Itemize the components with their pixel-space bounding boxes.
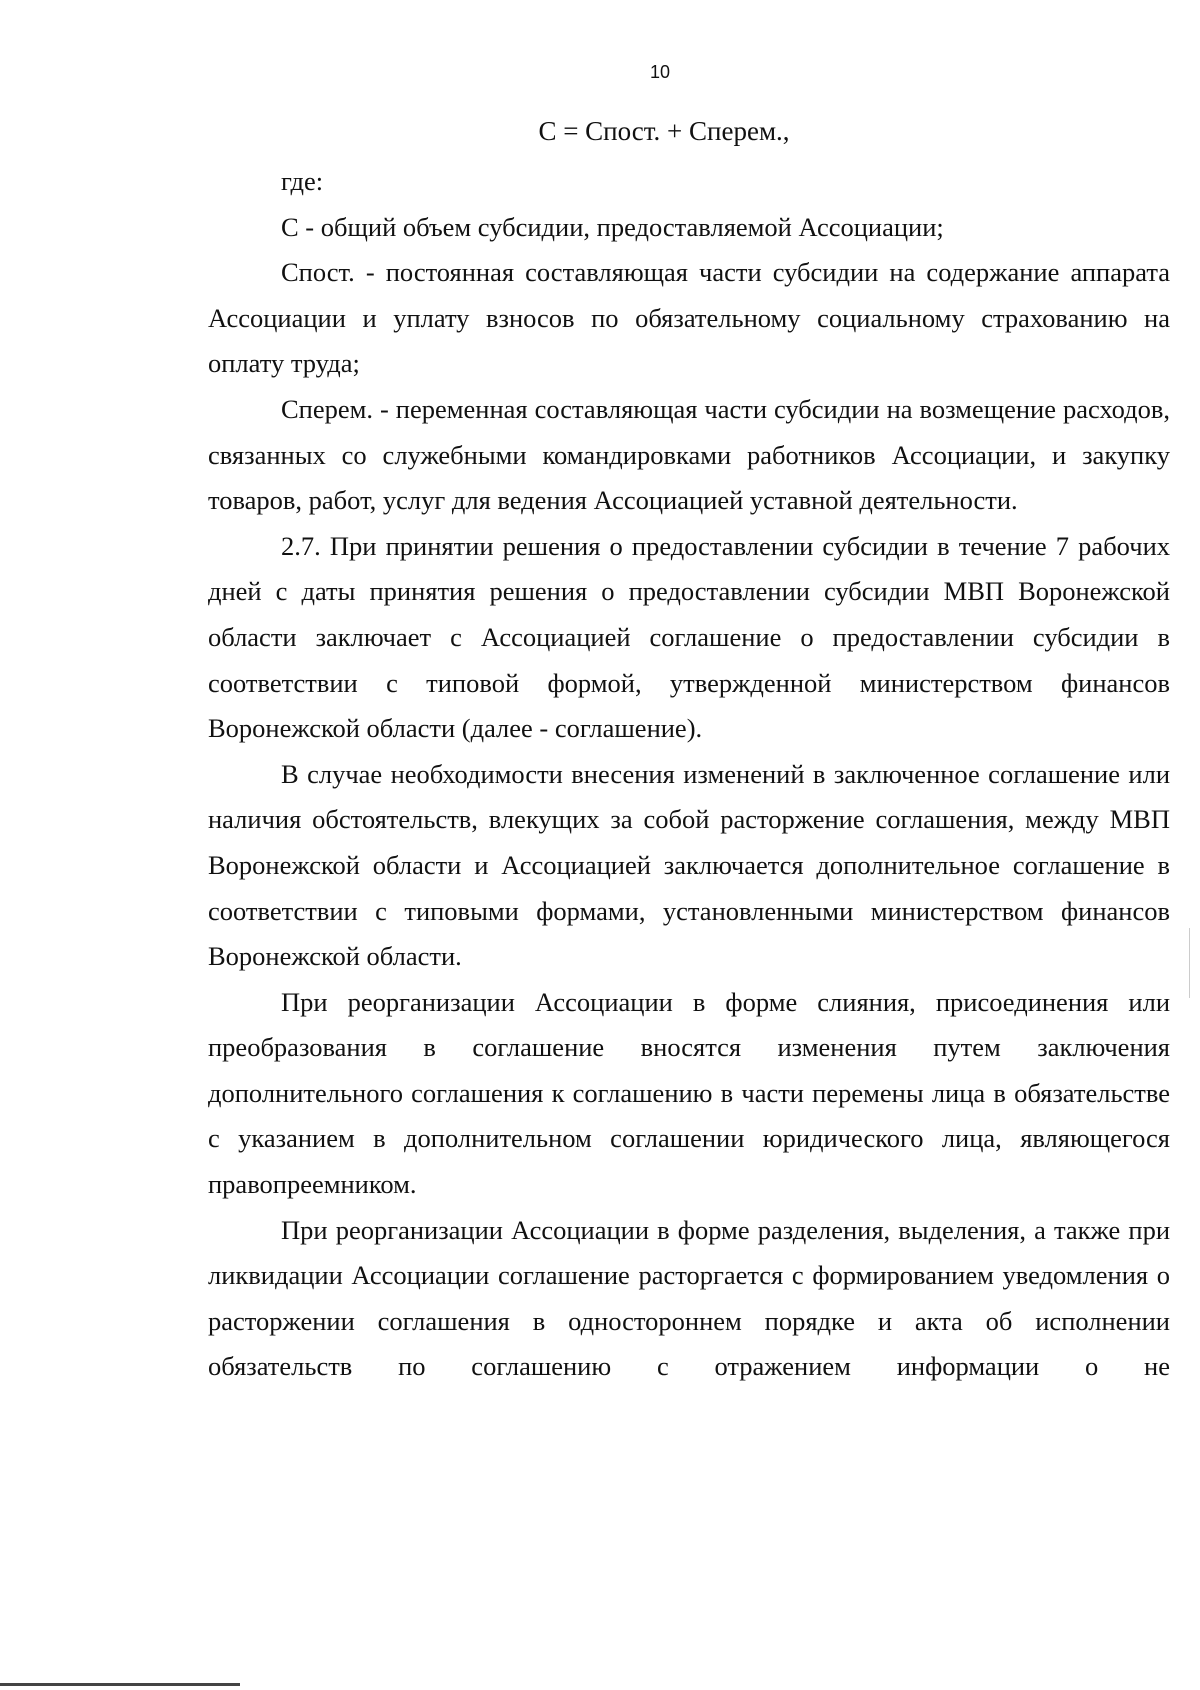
paragraph-cperem-definition: Сперем. - переменная составляющая части субсидии на возмещение расходов, связанных со служебными командировками работников Ассоциации, и закупку товаров, работ, услуг для ведения Ассоциацией уставной деятельности. [208,393,1170,516]
formula: С = Спост. + Сперем., [538,116,790,146]
paragraph-amendments: В случае необходимости внесения изменений в заключенное соглашение или наличия обстоятельств, влекущих за собой расторжение соглашения, между МВП Воронежской области и Ассоциацией заключается дополнительное соглашение в соответствии с типовыми формами, установленными министерством финансов Воронежской области. [208,758,1170,972]
page-number: 10 [649,62,671,82]
paragraph-cpost-definition: Спост. - постоянная составляющая части субсидии на содержание аппарата Ассоциации и уплату взносов по обязательному социальному страхованию на оплату труда; [208,257,1170,379]
scan-edge-line [0,1683,240,1686]
paragraph-reorganization-merger: При реорганизации Ассоциации в форме слияния, присоединения или преобразования в соглашение вносятся изменения путем заключения дополнительного соглашения к соглашению в части перемены лица в обязательстве с указанием в дополнительном соглашении юридического лица, являющегося правопреемником. [208,986,1170,1200]
paragraph-where: где: [281,166,324,196]
scan-edge-mark [1189,928,1190,998]
paragraph-2-7: 2.7. При принятии решения о предоставлении субсидии в течение 7 рабочих дней с даты принятия решения о предоставлении субсидии МВП Воронежской области заключает с Ассоциацией соглашение о предоставлении субсидии в соответствии с типовой формой, утвержденной министерством финансов Воронежской области (далее - соглашение). [208,530,1170,744]
document-body [208,159,1170,1390]
paragraph-c-definition: С - общий объем субсидии, предоставляемой Ассоциации; [281,211,944,242]
paragraph-reorganization-division: При реорганизации Ассоциации в форме разделения, выделения, а также при ликвидации Ассоциации соглашение расторгается с формированием уведомления о расторжении соглашения в одностороннем порядке и акта об исполнении обязательств по соглашению с отражением информации о не [208,1214,1170,1382]
